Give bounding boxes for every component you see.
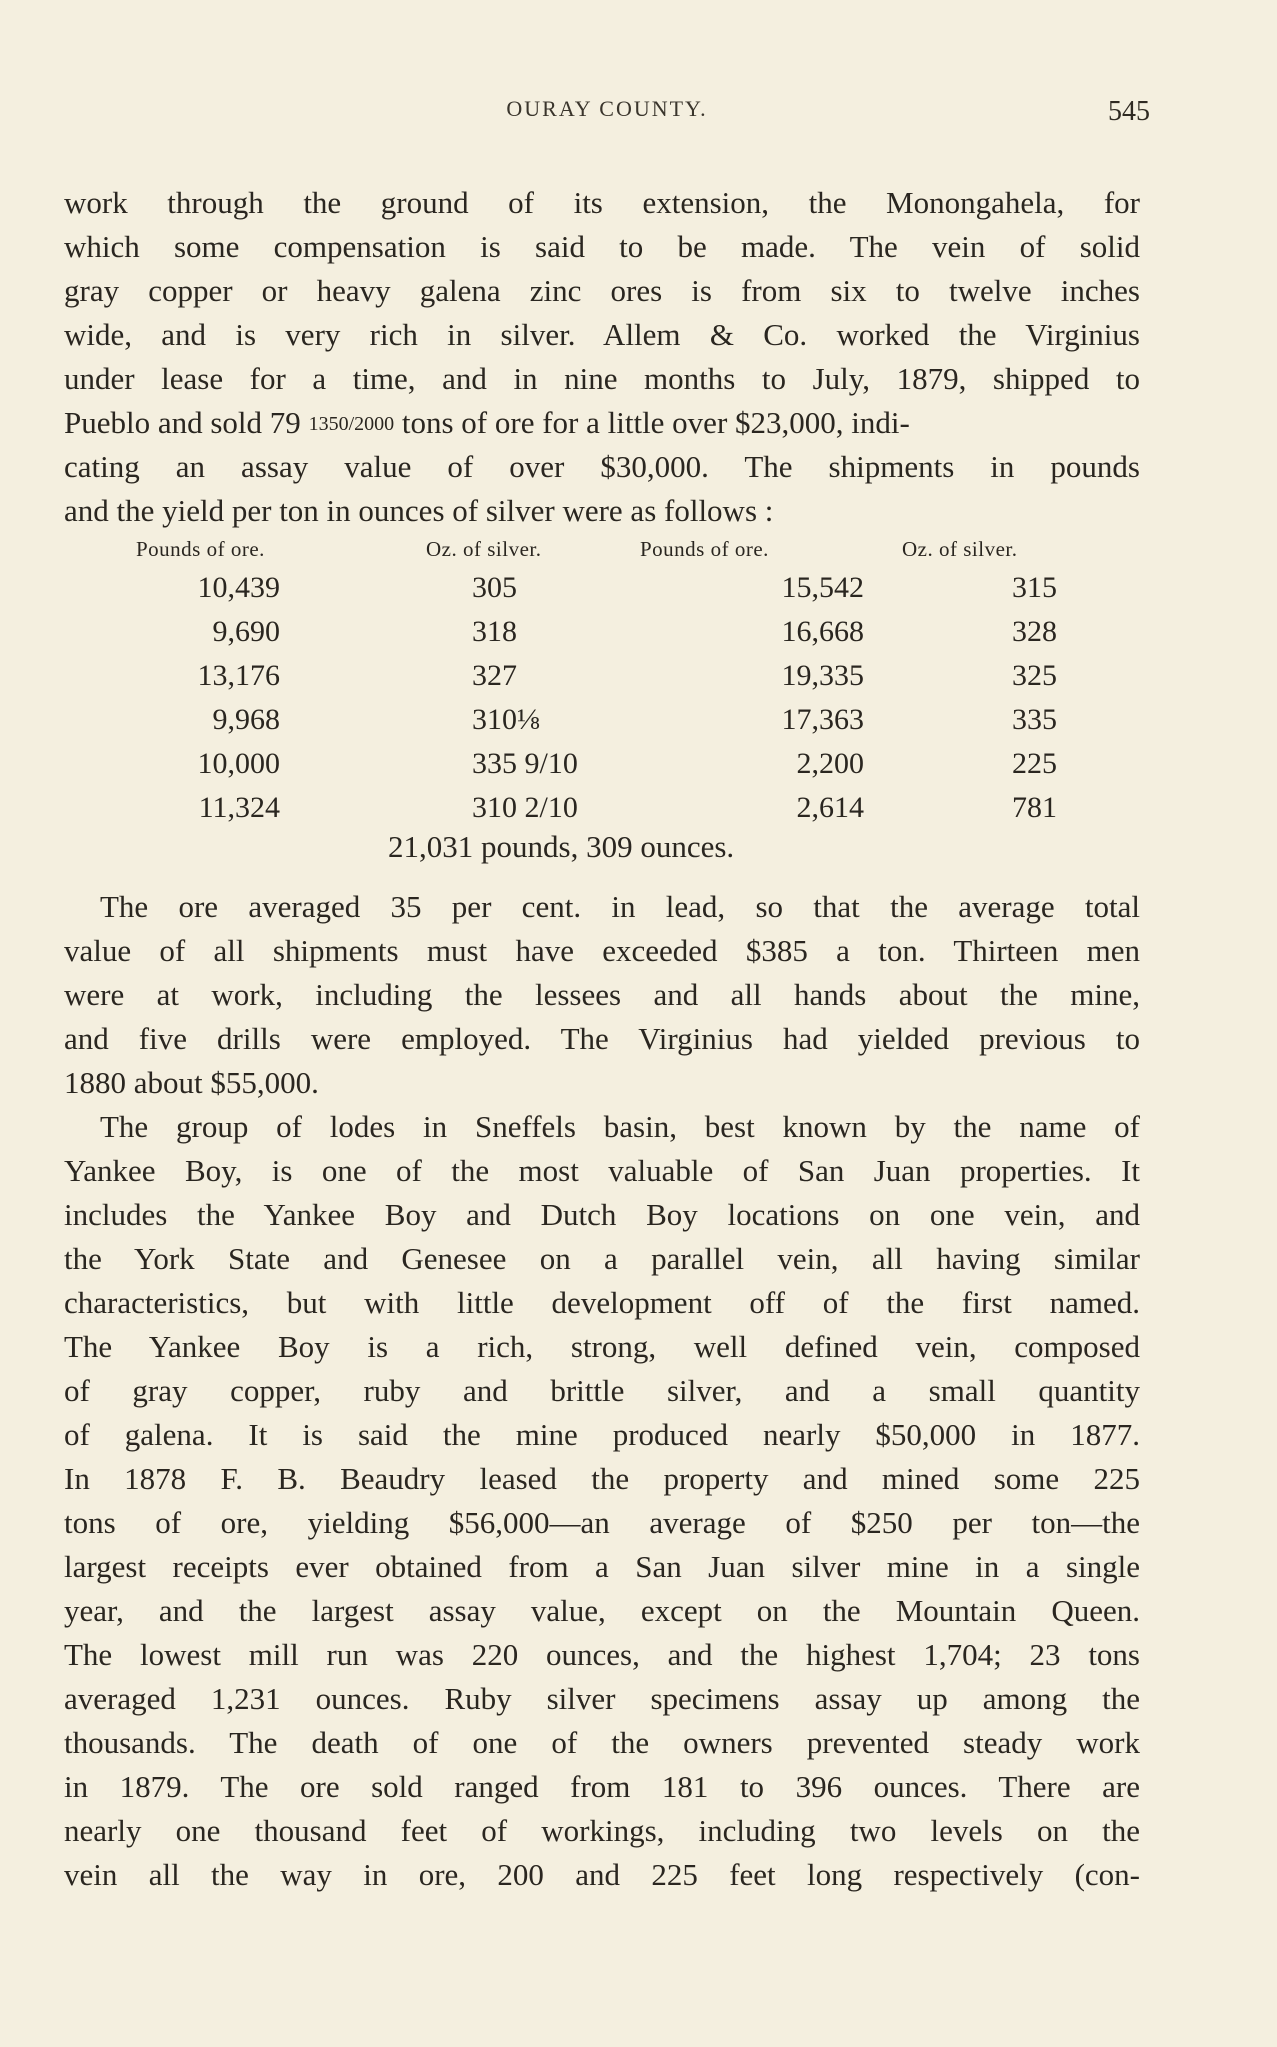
text-line: and the yield per ton in ounces of silver were as follows : [64,493,774,528]
table-cell: 310 2/10 [472,791,578,824]
text-line: nearly one thousand feet of workings, including two levels on the [64,1813,1140,1848]
text-line: gray copper or heavy galena zinc ores is from six to twelve inches [64,273,1140,308]
table-cell: 11,324 [198,791,280,824]
text-line: value of all shipments must have exceeded $385 a ton. Thirteen men [64,933,1140,968]
column-header: Pounds of ore. [136,537,265,561]
text-line: cating an assay value of over $30,000. The shipments in pounds [64,449,1140,484]
table-cell: 310⅛ [472,703,540,736]
table-cell: 781 [1012,791,1057,824]
table-cell: 10,439 [197,571,280,604]
text-line: thousands. The death of one of the owners prevented steady work [64,1725,1140,1760]
table-cell: 225 [1012,747,1057,780]
text-line: vein all the way in ore, 200 and 225 feet long respectively (con- [64,1857,1140,1892]
text-line: tons of ore, yielding $56,000—an average of $250 per ton—the [64,1505,1140,1540]
table-cell: 15,542 [781,571,864,604]
text-segment: Pueblo and sold 79 [64,405,301,440]
column-header: Pounds of ore. [640,537,769,561]
table-cell: 13,176 [197,659,280,692]
table-total: 21,031 pounds, 309 ounces. [388,829,735,864]
text-line: The group of lodes in Sneffels basin, best known by the name of [100,1109,1140,1144]
table-cell: 2,614 [796,791,864,824]
text-line: largest receipts ever obtained from a San Juan silver mine in a single [64,1549,1140,1584]
text-line: Yankee Boy, is one of the most valuable of San Juan properties. It [64,1153,1140,1188]
text-segment: tons of ore for a little over $23,000, indi- [401,405,910,440]
text-line: averaged 1,231 ounces. Ruby silver specimens assay up among the [64,1681,1140,1716]
running-head: OURAY COUNTY. [506,96,708,121]
table-cell: 335 9/10 [472,747,578,780]
table-cell: 19,335 [781,659,864,692]
table-cell: 10,000 [197,747,280,780]
text-line: work through the ground of its extension, the Monongahela, for [64,185,1140,220]
text-line: The Yankee Boy is a rich, strong, well defined vein, composed [64,1329,1140,1364]
text-line [64,403,1140,444]
text-line: year, and the largest assay value, except on the Mountain Queen. [64,1593,1140,1628]
text-line: wide, and is very rich in silver. Allem & Co. worked the Virginius [64,317,1140,352]
table-cell: 9,968 [212,703,280,736]
text-line: of gray copper, ruby and brittle silver, and a small quantity [64,1373,1140,1408]
table-cell: 16,668 [781,615,864,648]
text-line: characteristics, but with little development off of the first named. [64,1285,1140,1320]
text-line: the York State and Genesee on a parallel vein, all having similar [64,1241,1140,1276]
page-number: 545 [1108,96,1150,127]
shipments-table [64,537,1140,867]
table-cell: 305 [472,571,517,604]
fraction: 1350/2000 [308,413,395,435]
text-line: of galena. It is said the mine produced nearly $50,000 in 1877. [64,1417,1140,1452]
text-line: in 1879. The ore sold ranged from 181 to 396 ounces. There are [64,1769,1140,1804]
column-header: Oz. of silver. [902,537,1018,561]
table-cell: 318 [472,615,517,648]
table-cell: 315 [1012,571,1057,604]
table-cell: 9,690 [212,615,280,648]
table-cell: 17,363 [781,703,864,736]
table-cell: 327 [472,659,517,692]
text-line: 1880 about $55,000. [64,1065,319,1100]
table-cell: 2,200 [796,747,864,780]
page-header [64,96,1150,130]
table-cell: 335 [1012,703,1057,736]
text-line: The ore averaged 35 per cent. in lead, so that the average total [100,889,1140,924]
table-cell: 325 [1012,659,1057,692]
table-cell: 328 [1012,615,1057,648]
text-line: and five drills were employed. The Virginius had yielded previous to [64,1021,1140,1056]
text-line: In 1878 F. B. Beaudry leased the property and mined some 225 [64,1461,1140,1496]
text-line: which some compensation is said to be made. The vein of solid [64,229,1140,264]
text-line: under lease for a time, and in nine months to July, 1879, shipped to [64,361,1140,396]
column-header: Oz. of silver. [426,537,542,561]
text-line: were at work, including the lessees and all hands about the mine, [64,977,1140,1012]
text-line: The lowest mill run was 220 ounces, and the highest 1,704; 23 tons [64,1637,1140,1672]
text-line: includes the Yankee Boy and Dutch Boy locations on one vein, and [64,1197,1140,1232]
